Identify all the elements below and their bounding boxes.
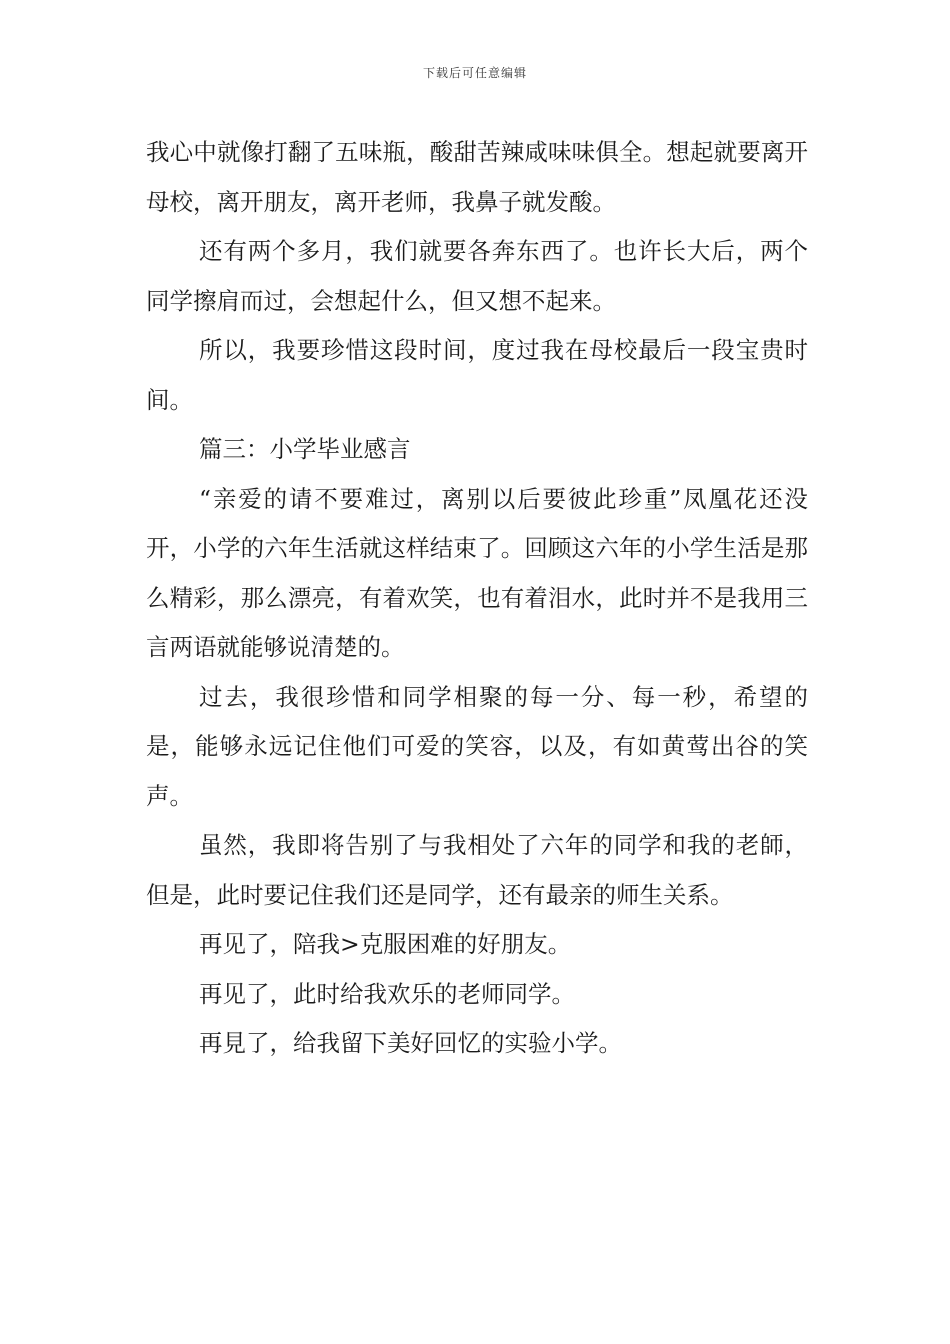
- paragraph-2: 还有两个多月，我们就要各奔东西了。也许长大后，两个同学擦肩而过，会想起什么，但又想不起来。: [146, 237, 808, 315]
- page-header-note: 下载后可任意编辑: [422, 66, 527, 80]
- paragraph-9: 再見了，给我留下美好回忆的实验小学。: [199, 1029, 622, 1057]
- paragraph-4: “亲爱的请不要难过，离别以后要彼此珍重”凤凰花还没开，小学的六年生活就这样结束了。回顾这六年的小学生活是那么精彩，那么漂亮，有着欢笑，也有着泪水，此时并不是我用三言两语就能够说清楚的。: [146, 484, 808, 661]
- paragraph-6: 虽然，我即将告别了与我相处了六年的同学和我的老師，但是，此时要记住我们还是同学，还有最亲的师生关系。: [146, 831, 808, 909]
- paragraph-3: 所以，我要珍惜这段时间，度过我在母校最后一段宝贵时间。: [146, 336, 808, 414]
- section-heading: 篇三：小学毕业感言: [199, 435, 411, 463]
- paragraph-5: 过去，我很珍惜和同学相聚的每一分、每一秒，希望的是，能够永远记住他们可爱的笑容，以及，有如黄莺出谷的笑声。: [146, 682, 808, 810]
- document-body: [146, 128, 808, 1069]
- paragraph-7: 再见了，陪我>克服困难的好朋友。: [199, 930, 572, 958]
- paragraph-1: 我心中就像打翻了五味瓶，酸甜苦辣咸味味俱全。想起就要离开母校，离开朋友，离开老师，我鼻子就发酸。: [146, 138, 808, 216]
- paragraph-8: 再见了，此时给我欢乐的老师同学。: [199, 979, 575, 1008]
